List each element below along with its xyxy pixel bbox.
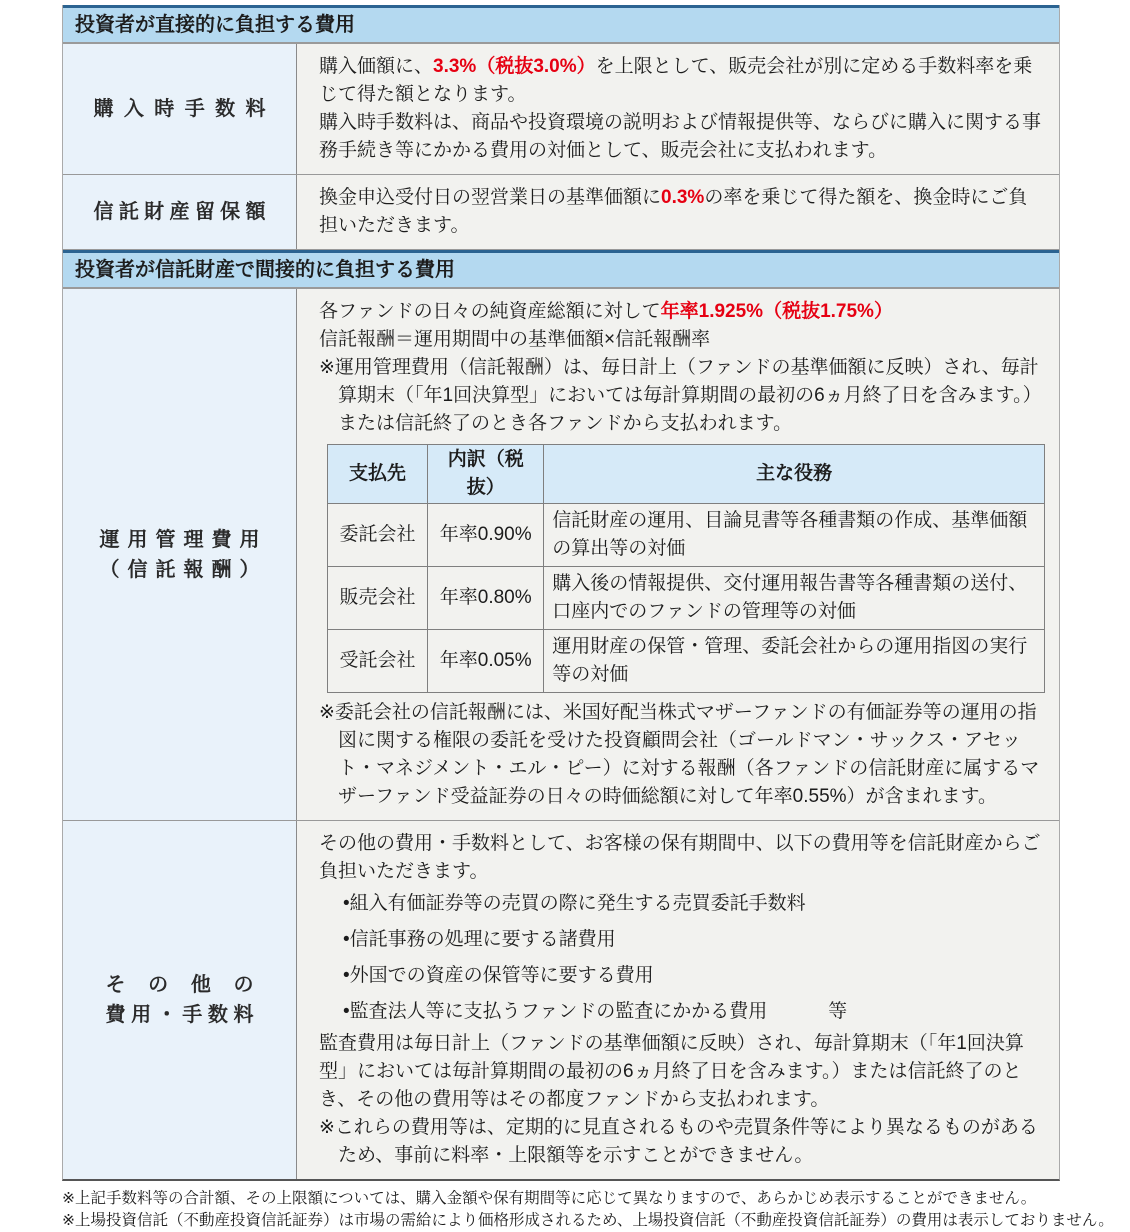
bullet-text: 外国での資産の保管等に要する費用 [349,965,654,986]
bullet-text: 監査法人等に支払うファンドの監査にかかる費用 [349,1001,768,1022]
management-fee-label-line2: （信託報酬） [99,558,260,581]
footnote-1: ※上記手数料等の合計額、その上限額については、購入金額や保有期間等に応じて異なりますので、あらかじめ表示することができません。 [62,1190,1037,1207]
reserve-fee-body [297,175,1059,249]
purchase-fee-label: 購入時手数料 [93,98,266,120]
footnote-2: ※上場投資信託（不動産投資信託証券）は市場の需給により価格形成されるため、上場投資信託（不動産投資信託証券）の費用は表示しておりません。 [62,1212,1114,1229]
row-management-fee [63,289,1059,821]
other-fees-intro: その他の費用・手数料として、お客様の保有期間中、以下の費用等を信託財産からご負担いただきます。 [319,833,1041,882]
rate-cell: 年率0.05% [428,630,544,693]
reserve-fee-label: 信託財産留保額 [93,201,266,223]
list-item [319,886,1045,922]
table-row [328,567,1045,630]
purchase-fee-p1-pre: 購入価額に、 [319,56,434,77]
reserve-fee-paragraph [319,184,1045,240]
list-item [319,958,1045,994]
management-fee-rate-line [319,298,1045,326]
section-header-direct-costs [63,5,1059,44]
row-purchase-fee [63,44,1059,175]
col-header-service: 主な役務 [544,445,1045,504]
service-cell: 運用財産の保管・管理、委託会社からの運用指図の実行等の対価 [544,630,1045,693]
management-fee-body [297,289,1059,820]
other-fees-label-line2: 費用・手数料 [105,1004,254,1026]
payee-cell: 受託会社 [328,630,428,693]
reserve-fee-p1-post: の率を乗じて得た額を、換金時にご負担いただきます。 [319,187,1028,236]
bullet-icon: • [343,929,350,950]
reserve-fee-label-cell [63,175,297,249]
table-row [328,504,1045,567]
section-header-indirect-costs-label: 投資者が信託財産で間接的に負担する費用 [75,259,455,281]
other-fees-label-line1: その他の [105,974,254,996]
management-fee-p1-pre: 各ファンドの日々の純資産総額に対して [319,301,661,322]
payee-cell: 販売会社 [328,567,428,630]
purchase-fee-paragraph-1 [319,53,1045,109]
management-fee-label-line1: 運用管理費用 [99,528,260,551]
other-fees-note: ※これらの費用等は、定期的に見直されるものや売買条件等により異なるものがあるため、事前に料率・上限額等を示すことができません。 [319,1117,1038,1166]
section-header-direct-costs-label: 投資者が直接的に負担する費用 [75,14,355,36]
purchase-fee-p1-post: を上限として、販売会社が別に定める手数料率を乗じて得た額となります。 [319,56,1033,105]
bullet-icon: • [343,893,350,914]
list-item [319,994,1045,1030]
service-cell: 信託財産の運用、目論見書等各種書類の作成、基準価額の算出等の対価 [544,504,1045,567]
other-fees-body [297,821,1059,1179]
reserve-fee-p1-pre: 換金申込受付日の翌営業日の基準価額に [319,187,662,208]
other-fees-audit-paragraph: 監査費用は毎日計上（ファンドの基準価額に反映）され、毎計算期末（「年1回決算型」においては毎計算期間の最初の6ヵ月終了日を含みます。）または信託終了のとき、その他の費用等はその都度ファンドから支払われます。 [319,1033,1024,1110]
row-other-fees [63,821,1059,1179]
fee-breakdown-table [327,444,1045,693]
col-header-payee: 支払先 [328,445,428,504]
bullet-list-suffix: 等 [828,1001,848,1022]
reserve-fee-rate-highlight: 0.3% [661,187,705,208]
bullet-text: 組入有価証券等の売買の際に発生する売買委託手数料 [349,893,806,914]
footnotes [62,1188,1118,1232]
purchase-fee-body [297,44,1059,174]
fee-breakdown-header-row [328,445,1045,504]
purchase-fee-rate-highlight: 3.3%（税抜3.0%） [433,56,596,77]
col-header-rate: 内訳（税抜） [428,445,544,504]
rate-cell: 年率0.90% [428,504,544,567]
purchase-fee-paragraph-2: 購入時手数料は、商品や投資環境の説明および情報提供等、ならびに購入に関する事務手続き等にかかる費用の対価として、販売会社に支払われます。 [319,112,1042,161]
other-fees-label-cell [63,821,297,1179]
management-fee-formula: 信託報酬＝運用期間中の基準価額×信託報酬率 [319,329,711,350]
bullet-icon: • [343,1001,350,1022]
row-reserve-fee [63,175,1059,250]
service-cell: 購入後の情報提供、交付運用報告書等各種書類の送付、口座内でのファンドの管理等の対価 [544,567,1045,630]
bullet-text: 信託事務の処理に要する諸費用 [349,929,616,950]
management-fee-note-1: ※運用管理費用（信託報酬）は、毎日計上（ファンドの基準価額に反映）され、毎計算期末（「年1回決算型」においては毎計算期間の最初の6ヵ月終了日を含みます。）または信託終了のとき各ファンドから支払われます。 [319,357,1042,434]
section-header-indirect-costs [63,250,1059,289]
fee-table [62,5,1060,1181]
purchase-fee-label-cell [63,44,297,174]
management-fee-rate-highlight: 年率1.925%（税抜1.75%） [660,301,893,322]
management-fee-note-2: ※委託会社の信託報酬には、米国好配当株式マザーファンドの有価証券等の運用の指図に関する権限の委託を受けた投資顧問会社（ゴールドマン・サックス・アセット・マネジメント・エル・ピー）に対する報酬（各ファンドの信託財産に属するマザーファンド受益証券の日々の時価総額に対して年率0.55%）が含まれます。 [319,702,1040,807]
list-item [319,922,1045,958]
rate-cell: 年率0.80% [428,567,544,630]
management-fee-label-cell [63,289,297,820]
table-row [328,630,1045,693]
bullet-icon: • [343,965,350,986]
payee-cell: 委託会社 [328,504,428,567]
